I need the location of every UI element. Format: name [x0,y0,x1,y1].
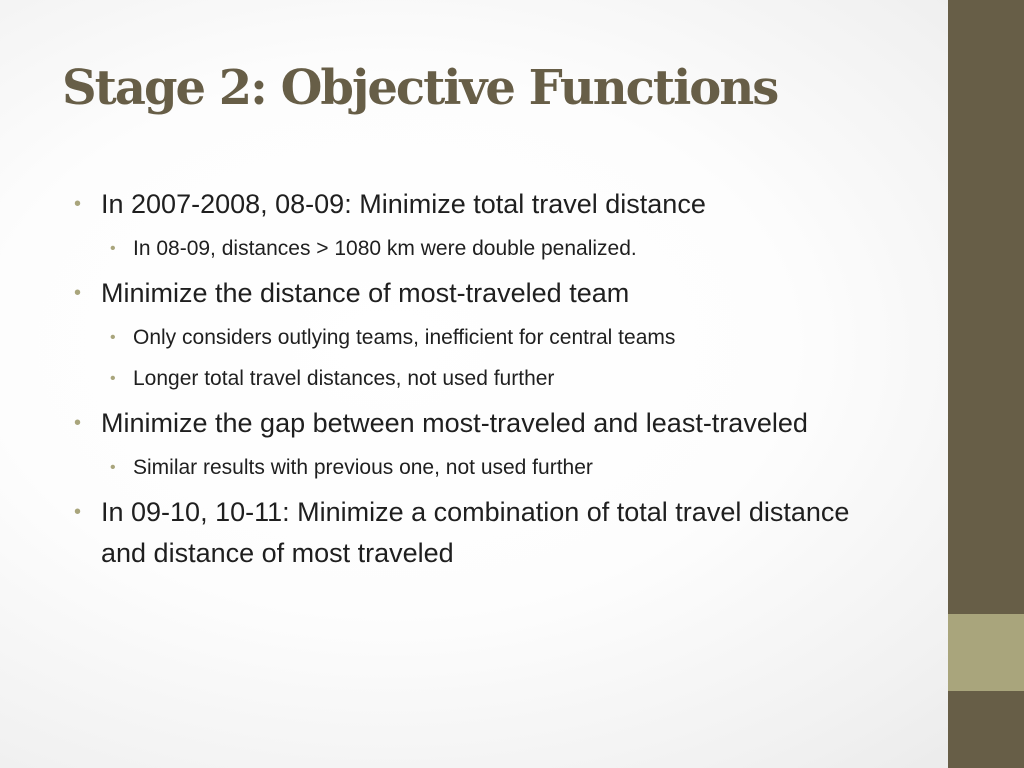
sub-bullet-text: Only considers outlying teams, inefficient for central teams [133,326,676,349]
bullet-dot-icon: • [74,282,82,304]
bullet-item [72,273,862,314]
bullet-dot-icon: • [110,240,116,257]
bullet-text: In 09-10, 10-11: Minimize a combination of total travel distance and distance of most traveled [101,497,850,568]
bullet-list [72,184,862,581]
slide-title: Stage 2: Objective Functions [62,60,778,116]
sub-bullet-item [72,451,862,484]
bullet-item [72,492,862,574]
bullet-item [72,184,862,225]
sub-bullet-item [72,362,862,395]
sub-bullet-text: Similar results with previous one, not used further [133,456,593,479]
bullet-dot-icon: • [110,370,116,387]
bullet-text: Minimize the gap between most-traveled and least-traveled [101,408,808,438]
bullet-dot-icon: • [74,193,82,215]
bullet-dot-icon: • [74,501,82,523]
bullet-dot-icon: • [74,412,82,434]
sub-bullet-text: In 08-09, distances > 1080 km were double penalized. [133,237,637,260]
sub-bullet-text: Longer total travel distances, not used further [133,367,555,390]
bullet-dot-icon: • [110,329,116,346]
bullet-text: Minimize the distance of most-traveled team [101,278,630,308]
bullet-text: In 2007-2008, 08-09: Minimize total travel distance [101,189,706,219]
bullet-dot-icon: • [110,459,116,476]
sub-bullet-item [72,321,862,354]
bullet-item [72,403,862,444]
sidebar-accent-block [948,614,1024,691]
sub-bullet-item [72,232,862,265]
